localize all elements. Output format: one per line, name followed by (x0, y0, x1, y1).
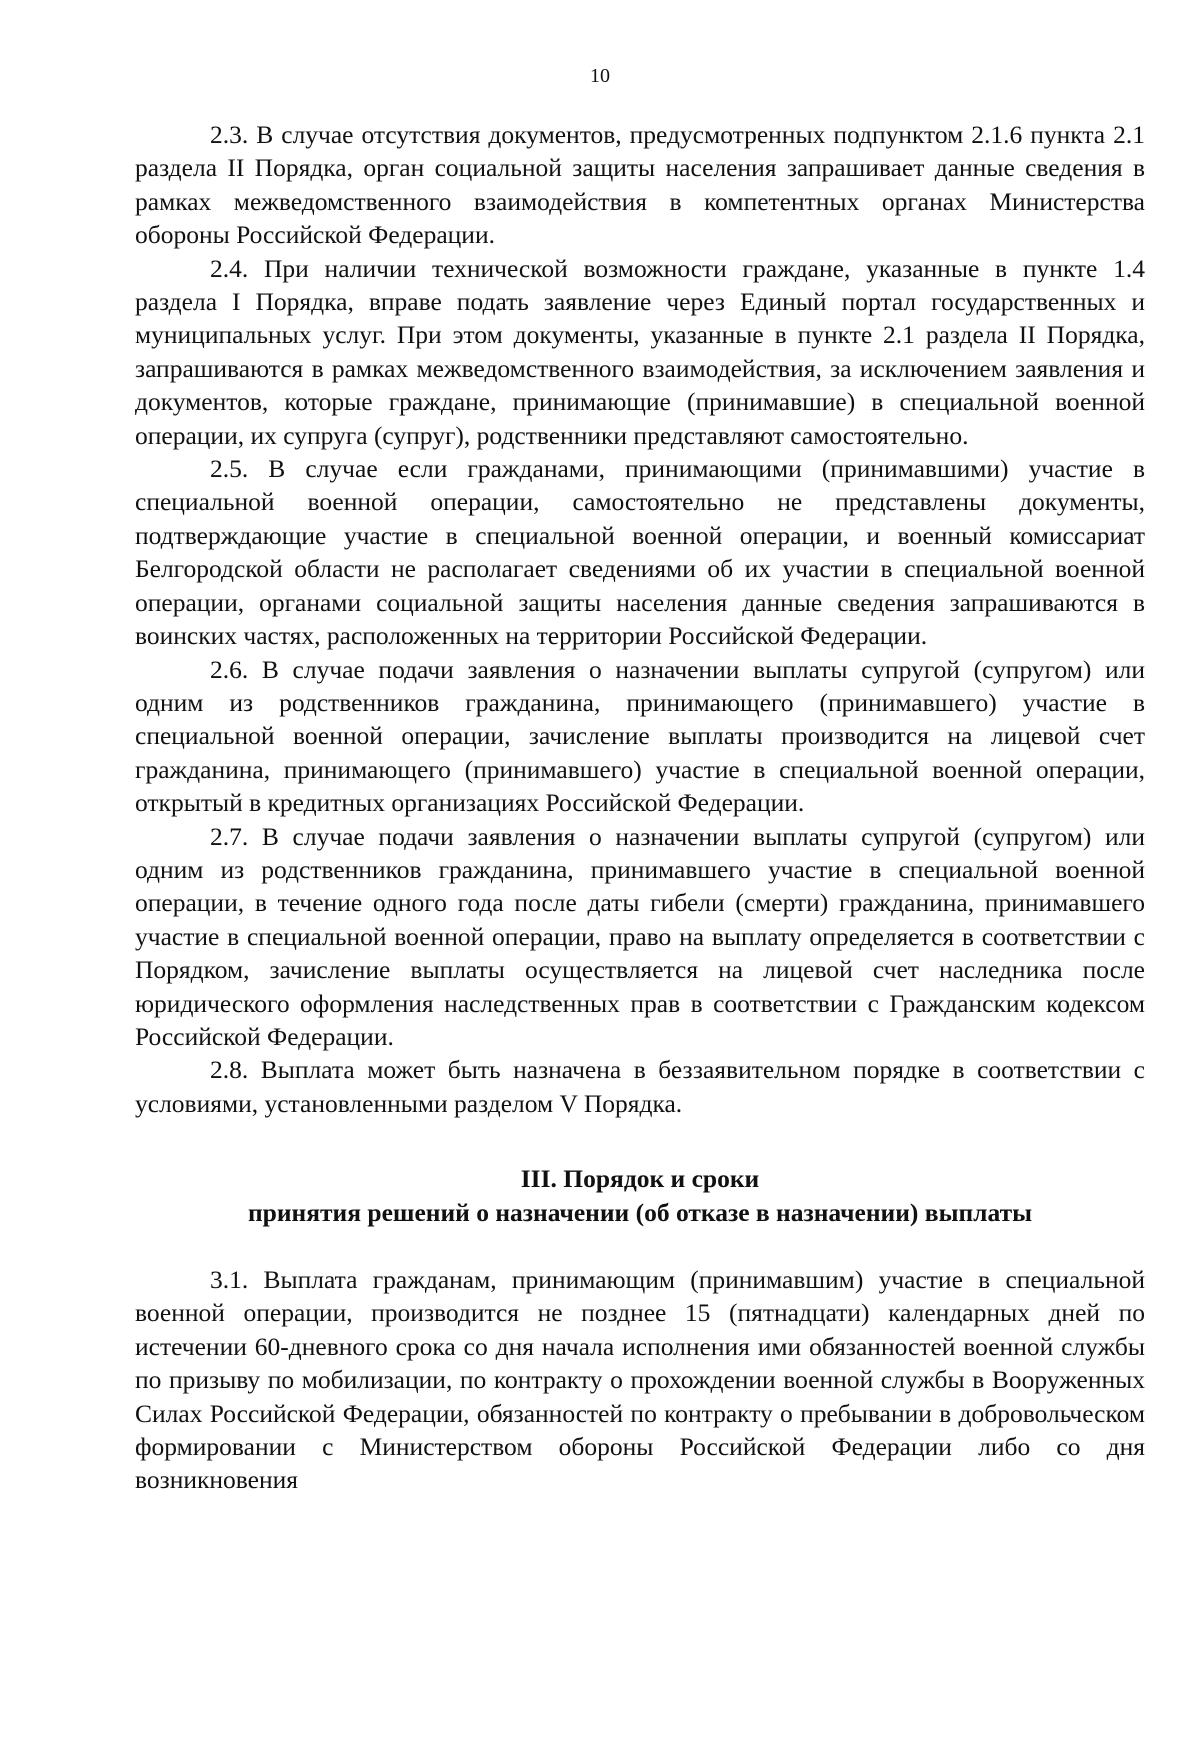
section-heading-subtitle: принятия решений о назначении (об отказе в назначении) выплаты (247, 1197, 1033, 1227)
paragraph-2-3: 2.3. В случае отсутствия документов, предусмотренных подпунктом 2.1.6 пункта 2.1 раздела II Порядка, орган социальной защиты населения запрашивает данные сведения в рамках межведомственного взаимодействия в компетентных органах Министерства обороны Российской Федерации. (135, 120, 1145, 250)
paragraph-2-8: 2.8. Выплата может быть назначена в беззаявительном порядке в соответствии с условиями, установленными разделом V Порядка. (135, 1055, 1145, 1118)
paragraph-3-1: 3.1. Выплата гражданам, принимающим (принимавшим) участие в специальной военной операции, производится не позднее 15 (пятнадцати) календарных дней по истечении 60-дневного срока со дня начала исполнения ими обязанностей военной службы по призыву по мобилизации, по контракту о прохождении военной службы в Вооруженных Силах Российской Федерации, обязанностей по контракту о пребывании в добровольческом формировании с Министерством обороны Российской Федерации либо со дня возникновения (135, 1265, 1145, 1495)
paragraph-2-7: 2.7. В случае подачи заявления о назначении выплаты супругой (супругом) или одним из родственников гражданина, принимавшего участие в специальной военной операции, в течение одного года после даты гибели (смерти) гражданина, принимавшего участие в специальной военной операции, право на выплату определяется в соответствии с Порядком, зачисление выплаты осуществляется на лицевой счет наследника после юридического оформления наследственных прав в соответствии с Гражданским кодексом Российской Федерации. (135, 821, 1145, 1051)
paragraph-2-4: 2.4. При наличии технической возможности граждане, указанные в пункте 1.4 раздела I Порядка, вправе подать заявление через Единый портал государственных и муниципальных услуг. При этом документы, указанные в пункте 2.1 раздела II Порядка, запрашиваются в рамках межведомственного взаимодействия, за исключением заявления и документов, которые граждане, принимающие (принимавшие) в специальной военной операции, их супруга (супруг), родственники представляют самостоятельно. (135, 253, 1145, 450)
page-number: 10 (590, 65, 610, 87)
document-body (135, 118, 1145, 1497)
section-heading (135, 1140, 1145, 1263)
section-heading-title: III. Порядок и сроки (520, 1164, 760, 1194)
paragraph-2-6: 2.6. В случае подачи заявления о назначении выплаты супругой (супругом) или одним из родственников гражданина, принимающего (принимавшего) участие в специальной военной операции, зачисление выплаты производится на лицевой счет гражданина, принимающего (принимавшего) участие в специальной военной операции, открытый в кредитных организациях Российской Федерации. (135, 654, 1145, 818)
paragraph-2-5: 2.5. В случае если гражданами, принимающими (принимавшими) участие в специальной военной операции, самостоятельно не представлены документы, подтверждающие участие в специальной военной операции, и военный комиссариат Белгородской области не располагает сведениями об их участии в специальной военной операции, органами социальной защиты населения данные сведения запрашиваются в воинских частях, расположенных на территории Российской Федерации. (135, 454, 1145, 651)
